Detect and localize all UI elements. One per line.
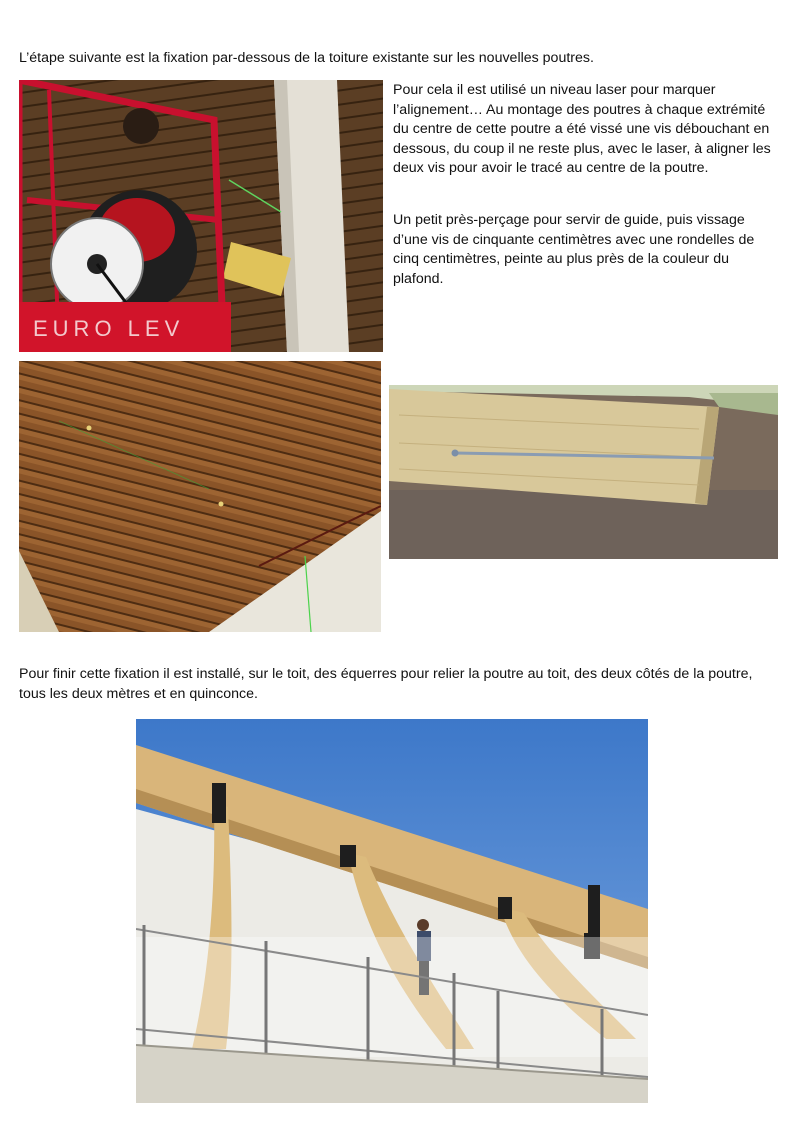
photo-ceiling-laser bbox=[19, 361, 381, 632]
lift-logo: EURO LEV bbox=[33, 316, 185, 341]
paragraph-brackets: Pour finir cette fixation il est installé, sur le toit, des équerres pour relier la poutre au toit, des deux côtés de la poutre, tous les deux mètres et en quinconce. bbox=[19, 666, 753, 702]
photo-beam-screw bbox=[389, 385, 778, 559]
photo-lift-platform bbox=[19, 80, 383, 352]
paragraph-screw: Un petit près-perçage pour servir de guide, puis vissage d’une vis de cinquante centimètres avec une rondelles de cinq centimètres, peinte au plus près de la couleur du plafond. bbox=[393, 212, 755, 287]
intro-line: L’étape suivante est la fixation par-dessous de la toiture existante sur les nouvelles poutres. bbox=[19, 50, 594, 66]
photo-exterior-brackets bbox=[136, 719, 648, 1103]
paragraph-laser: Pour cela il est utilisé un niveau laser pour marquer l’alignement… Au montage des poutres à chaque extrémité du centre de cette poutre a été vissé une vis débouchant en dessous, du coup il ne reste plus, avec le laser, à aligner les deux vis pour avoir le tracé au centre de la poutre. bbox=[393, 82, 771, 177]
